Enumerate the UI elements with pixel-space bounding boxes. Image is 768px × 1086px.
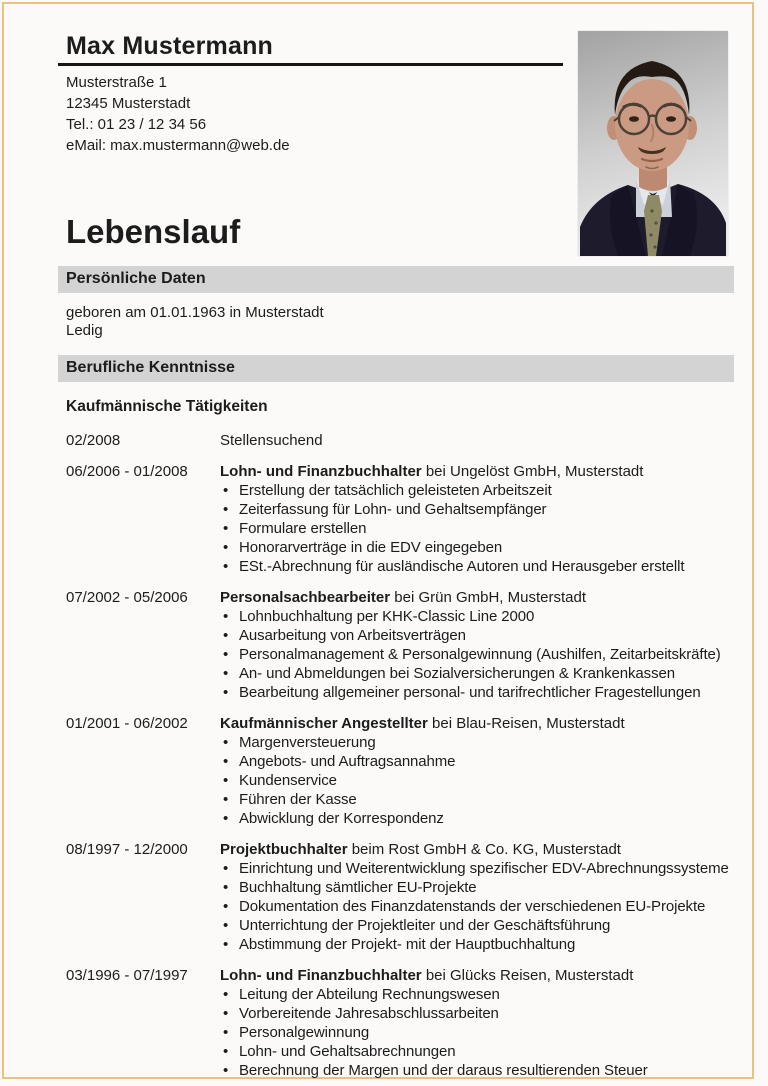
address-city: 12345 Musterstadt	[66, 95, 191, 112]
bullet-item: • Personalmanagement & Personalgewinnung (Aushilfen, Zeitarbeitskräfte)	[220, 645, 734, 664]
cv-entry	[66, 588, 734, 702]
bullet-item: • Lohnbuchhaltung per KHK-Classic Line 2000	[220, 607, 734, 626]
entry-date: 08/1997 - 12/2000	[66, 841, 188, 858]
entry-body	[220, 431, 734, 450]
entry-body	[220, 966, 734, 1080]
entry-company: bei Ungelöst GmbH, Musterstadt	[425, 463, 644, 480]
entry-title	[220, 966, 734, 985]
bullet-item: • Führen der Kasse	[220, 790, 734, 809]
bullet-item: • Zeiterfassung für Lohn- und Gehaltsempfänger	[220, 500, 734, 519]
entry-date: 03/1996 - 07/1997	[66, 967, 188, 984]
bullet-item: • Lohn- und Gehaltsabrechnungen	[220, 1042, 734, 1061]
entry-position: Lohn- und Finanzbuchhalter	[220, 967, 422, 984]
cv-entry	[66, 714, 734, 828]
employment-history	[58, 431, 734, 1080]
entry-position: Projektbuchhalter	[220, 841, 348, 858]
address-street: Musterstraße 1	[66, 74, 167, 91]
entry-date: 02/2008	[66, 432, 121, 449]
cv-content	[58, 0, 734, 1086]
bullet-item: • Unterrichtung der Projektleiter und der Geschäftsführung	[220, 916, 734, 935]
bullet-item: • Margenversteuerung	[220, 733, 734, 752]
bullet-item: • Kundenservice	[220, 771, 734, 790]
entry-title	[220, 714, 734, 733]
entry-company: beim Rost GmbH & Co. KG, Musterstadt	[351, 841, 621, 858]
bullet-item: • An- und Abmeldungen bei Sozialversicherungen & Krankenkassen	[220, 664, 734, 683]
entry-body	[220, 840, 734, 954]
entry-bullet-list	[220, 481, 734, 576]
name-underline	[58, 32, 563, 66]
document-title: Lebenslauf	[66, 213, 241, 250]
person-name: Max Mustermann	[66, 32, 274, 60]
entry-bullet-list	[220, 985, 734, 1080]
birth-line: geboren am 01.01.1963 in Musterstadt	[66, 304, 324, 321]
entry-company: bei Grün GmbH, Musterstadt	[394, 589, 586, 606]
email-line: eMail: max.mustermann@web.de	[66, 137, 290, 154]
bullet-item: • Leitung der Abteilung Rechnungswesen	[220, 985, 734, 1004]
entry-body	[220, 588, 734, 702]
entry-date: 01/2001 - 06/2002	[66, 715, 188, 732]
bullet-item: • Ausarbeitung von Arbeitsverträgen	[220, 626, 734, 645]
entry-title	[220, 431, 734, 450]
personal-data-block	[58, 304, 734, 340]
bullet-item: • Personalgewinnung	[220, 1023, 734, 1042]
contact-header	[58, 32, 734, 156]
entry-title	[220, 840, 734, 859]
entry-bullet-list	[220, 733, 734, 828]
bullet-item: • Dokumentation des Finanzdatenstands der verschiedenen EU-Projekte	[220, 897, 734, 916]
address-block	[58, 72, 734, 156]
entry-title	[220, 588, 734, 607]
entry-position: Lohn- und Finanzbuchhalter	[220, 463, 422, 480]
bullet-item: • Berechnung der Margen und der daraus resultierenden Steuer	[220, 1061, 734, 1080]
bullet-item: • Bearbeitung allgemeiner personal- und tarifrechtlicher Fragestellungen	[220, 683, 734, 702]
entry-date: 06/2006 - 01/2008	[66, 463, 188, 480]
bullet-item: • Abwicklung der Korrespondenz	[220, 809, 734, 828]
cv-entry	[66, 462, 734, 576]
entry-company: bei Glücks Reisen, Musterstadt	[425, 967, 634, 984]
entry-position: Kaufmännischer Angestellter	[220, 715, 428, 732]
entry-position: Personalsachbearbeiter	[220, 589, 391, 606]
cv-entry	[66, 966, 734, 1080]
bullet-item: • Buchhaltung sämtlicher EU-Projekte	[220, 878, 734, 897]
entry-body	[220, 714, 734, 828]
bullet-item: • Erstellung der tatsächlich geleisteten Arbeitszeit	[220, 481, 734, 500]
section-heading-persoenliche-daten: Persönliche Daten	[58, 266, 734, 293]
bullet-item: • Vorbereitende Jahresabschlussarbeiten	[220, 1004, 734, 1023]
cv-entry	[66, 840, 734, 954]
entry-date: 07/2002 - 05/2006	[66, 589, 188, 606]
entry-bullet-list	[220, 859, 734, 954]
entry-company: Stellensuchend	[220, 432, 323, 449]
bullet-item: • Honorarverträge in die EDV eingegeben	[220, 538, 734, 557]
cv-entry	[66, 431, 734, 450]
bullet-item: • Angebots- und Auftragsannahme	[220, 752, 734, 771]
phone-line: Tel.: 01 23 / 12 34 56	[66, 116, 207, 133]
entry-company: bei Blau-Reisen, Musterstadt	[432, 715, 625, 732]
entry-bullet-list	[220, 607, 734, 702]
bullet-item: • Formulare erstellen	[220, 519, 734, 538]
subsection-heading-kaufmaennische-taetigkeiten: Kaufmännische Tätigkeiten	[66, 398, 268, 415]
bullet-item: • ESt.-Abrechnung für ausländische Autoren und Herausgeber erstellt	[220, 557, 734, 576]
entry-body	[220, 462, 734, 576]
bullet-item: • Einrichtung und Weiterentwicklung spezifischer EDV-Abrechnungssysteme	[220, 859, 734, 878]
marital-status-line: Ledig	[66, 322, 103, 339]
section-heading-berufliche-kenntnisse: Berufliche Kenntnisse	[58, 355, 734, 382]
entry-title	[220, 462, 734, 481]
bullet-item: • Abstimmung der Projekt- mit der Hauptbuchhaltung	[220, 935, 734, 954]
